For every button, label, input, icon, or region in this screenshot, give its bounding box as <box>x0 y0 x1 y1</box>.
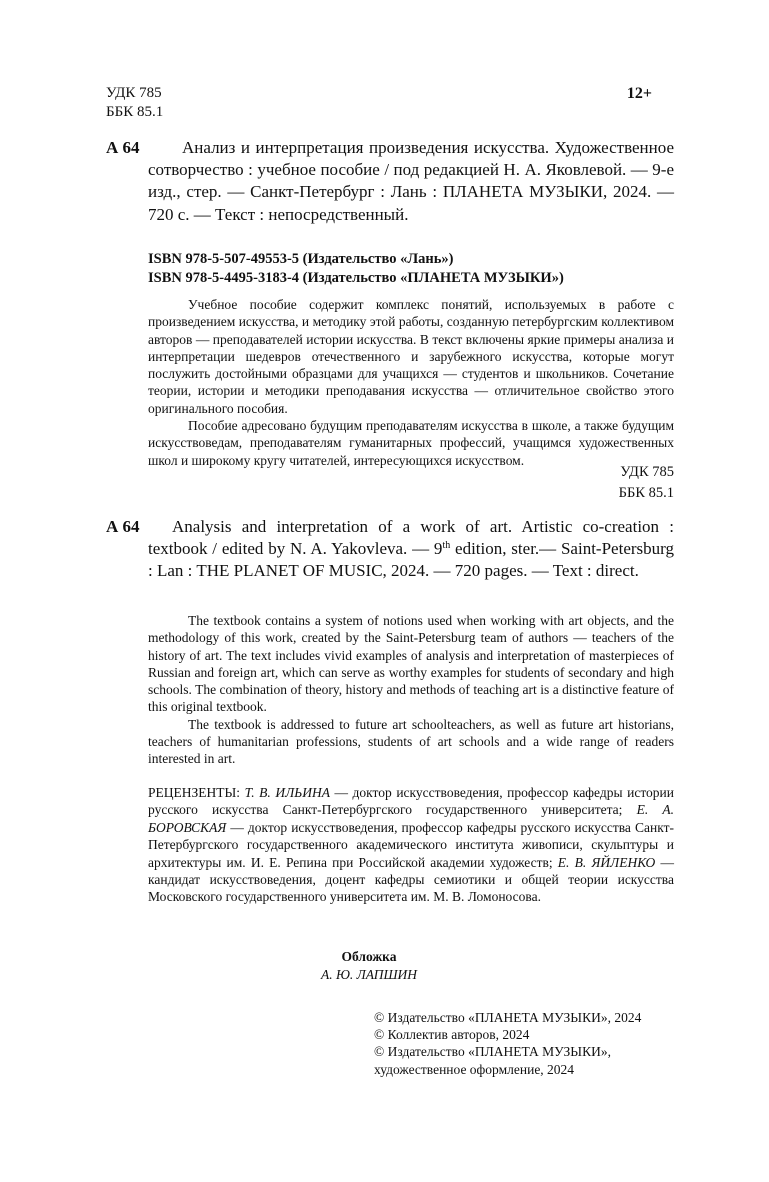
reviewers-label: РЕЦЕНЗЕНТЫ: <box>148 785 245 800</box>
copyright-line-4: художественное оформление, 2024 <box>374 1061 575 1077</box>
en-desc-part-2: edition, ster.— Saint-Petersburg : Lan : THE PLANET OF MUSIC, 2024. — 720 pages. — Text : direct. <box>148 539 674 581</box>
en-annotation <box>148 612 674 768</box>
isbn-lan: ISBN 978-5-507-49553-5 (Издательство «Лань») <box>148 251 454 267</box>
reviewer-1-name: Т. В. ИЛЬИНА <box>244 785 330 800</box>
en-annotation-paragraph-1: The textbook contains a system of notions used when working with art objects, and the methodology of this work, created by the Saint-Petersburg team of authors — teachers of the history of art. The text includes vivid examples of analysis and interpretation of masterpieces of Russian and foreign art, which can serve as worthy examples for students of secondary and high schools. The combination of theory, history and methods of teaching art is a distinctive feature of this original textbook. <box>148 613 674 715</box>
reviewer-2-desc: — доктор искусствоведения, профессор кафедры русского искусства Санкт-Петербургского государственного академического института живописи, скульптуры и архитектуры им. И. Е. Репина при Российской академии художеств; <box>148 819 674 870</box>
ru-udk-index: УДК 785 <box>620 464 674 480</box>
cover-artist: А. Ю. ЛАПШИН <box>320 967 418 982</box>
reviewer-1-desc: — доктор искусствоведения, профессор кафедры истории русского искусства Санкт-Петербургского государственного университета; <box>148 785 674 818</box>
en-bibliographic-description <box>148 516 674 583</box>
top-classification <box>106 84 163 122</box>
reviewers-block <box>148 784 674 906</box>
isbn-block <box>148 250 674 288</box>
ru-bibliographic-description: Анализ и интерпретация произведения искусства. Художественное сотворчество : учебное пособие / под редакцией Н. А. Яковлевой. — 9-е изд., стер. — Санкт-Петербург : Лань : ПЛАНЕТА МУЗЫКИ, 2024. — 720 с. — Текст : непосредственный. <box>148 138 674 224</box>
reviewer-3-desc: — кандидат искусствоведения, доцент кафедры семиотики и общей теории искусства Московского государственного университета им. М. В. Ломоносова. <box>148 854 674 905</box>
ru-author-mark: А 64 <box>106 138 140 157</box>
bbk-code: ББК 85.1 <box>106 104 164 120</box>
age-rating: 12+ <box>626 85 652 102</box>
en-desc-superscript: th <box>442 540 451 552</box>
en-annotation-paragraph-2: The textbook is addressed to future art schoolteachers, as well as future art historians, teachers of humanitarian professions, students of art schools and a wide range of readers interested in art. <box>148 716 674 767</box>
en-desc-part-1: Analysis and interpretation of a work of art. Artistic co-creation : textbook / edited by N. A. Yakovleva. — 9 <box>148 517 674 559</box>
copyright-block <box>374 1009 641 1078</box>
ru-bbk-index: ББК 85.1 <box>618 485 674 501</box>
ru-annotation <box>148 296 674 469</box>
isbn-planet-music: ISBN 978-5-4495-3183-4 (Издательство «ПЛАНЕТА МУЗЫКИ») <box>148 270 564 286</box>
copyright-line-1: © Издательство «ПЛАНЕТА МУЗЫКИ», 2024 <box>374 1010 642 1025</box>
udk-code: УДК 785 <box>106 85 162 101</box>
reviewer-2-name: Е. А. БОРОВСКАЯ <box>148 802 674 835</box>
reviewer-3-name: Е. В. ЯЙЛЕНКО <box>557 854 656 870</box>
copyright-line-2: © Коллектив авторов, 2024 <box>374 1027 530 1043</box>
copyright-line-3: © Издательство «ПЛАНЕТА МУЗЫКИ», <box>374 1044 611 1060</box>
ru-annotation-paragraph-1: Учебное пособие содержит комплекс понятий, используемых в работе с произведением искусства, и методику этой работы, созданную петербургским коллективом авторов — преподавателей истории искусства. В текст включены яркие примеры анализа и интерпретации шедевров отечественного и зарубежного искусства, которые могут послужить достойными образцами для учащихся — студентов и школьников. Сочетание теории, истории и методики преподавания искусства — отличительное свойство этого оригинального пособия. <box>148 297 674 416</box>
ru-annotation-paragraph-2: Пособие адресовано будущим преподавателям искусства в школе, а также будущим искусствоведам, преподавателям гуманитарных профессий, учащимся художественных школ и широкому кругу читателей, интересующихся искусством. <box>148 418 674 468</box>
cover-label: Обложка <box>341 949 397 964</box>
en-author-mark: А 64 <box>106 517 140 536</box>
